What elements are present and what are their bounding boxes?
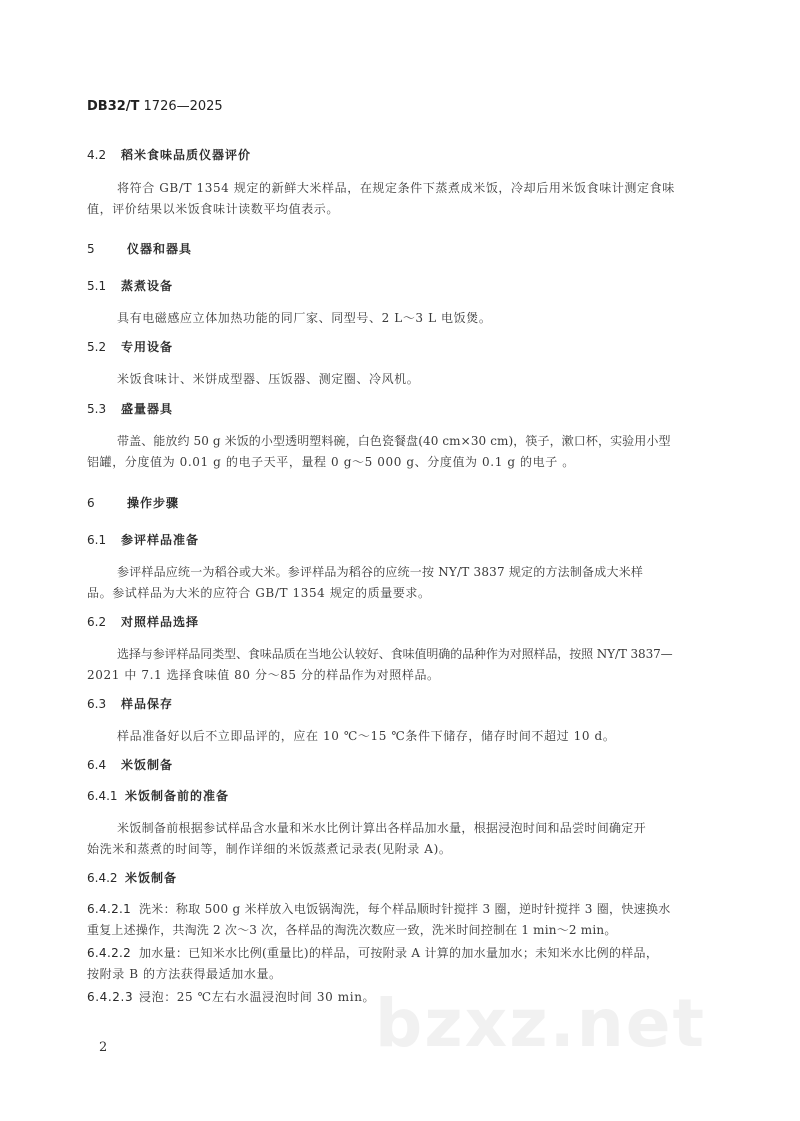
section-heading-6-1	[87, 531, 199, 548]
paragraph-line: 米饭制备前根据参试样品含水量和米水比例计算出各样品加水量，根据浸泡时间和品尝时间确定开	[117, 821, 646, 835]
paragraph-line: 将符合 GB/T 1354 规定的新鲜大米样品，在规定条件下蒸煮成米饭，冷却后用米饭食味计测定食味	[117, 181, 675, 195]
section-title: 稻米食味品质仪器评价	[121, 148, 252, 162]
paragraph-line: 按附录 B 的方法获得最适加水量。	[87, 967, 282, 981]
section-number: 5.1	[87, 279, 107, 293]
section-heading-6-3	[87, 695, 173, 712]
section-title: 操作步骤	[127, 496, 180, 510]
section-title: 样品保存	[121, 697, 174, 711]
section-title: 专用设备	[121, 340, 174, 354]
page-number: 2	[99, 1040, 108, 1055]
clause-6-4-2-1	[87, 900, 671, 917]
section-heading-6-2	[87, 613, 199, 630]
paragraph-line: 洗米：称取 500 g 米样放入电饭锅淘洗，每个样品顺时针搅拌 3 圈，逆时针搅拌 3 圈，快速换水	[139, 902, 671, 916]
section-title: 蒸煮设备	[121, 279, 174, 293]
section-heading-6-4-2	[87, 869, 177, 886]
paragraph-line: 2021 中 7.1 选择食味值 80 分～85 分的样品作为对照样品。	[87, 668, 440, 682]
paragraph-line: 值，评价结果以米饭食味计读数平均值表示。	[87, 202, 340, 216]
section-number: 6.1	[87, 533, 107, 547]
section-heading-5-2	[87, 338, 173, 355]
paragraph-line: 品。参试样品为大米的应符合 GB/T 1354 规定的质量要求。	[87, 586, 431, 600]
paragraph-line: 带盖、能放约 50 g 米饭的小型透明塑料碗，白色瓷餐盘(40 cm×30 cm)，筷子，漱口杯，实验用小型	[117, 434, 671, 448]
section-title: 米饭制备	[121, 758, 174, 772]
paragraph-line: 浸泡：25 ℃左右水温浸泡时间 30 min。	[139, 990, 376, 1004]
paragraph-line: 米饭食味计、米饼成型器、压饭器、测定圈、冷风机。	[117, 372, 420, 386]
paragraph-line: 参评样品应统一为稻谷或大米。参评样品为稻谷的应统一按 NY/T 3837 规定的方法制备成大米样	[117, 565, 644, 579]
document-id-prefix: DB32/T	[87, 99, 140, 114]
section-number: 5.2	[87, 340, 107, 354]
section-number: 6.2	[87, 615, 107, 629]
section-title: 参评样品准备	[121, 533, 200, 547]
section-title: 盛量器具	[121, 402, 174, 416]
section-number: 6.4	[87, 758, 107, 772]
section-heading-6-4	[87, 756, 173, 773]
section-heading-6-4-1	[87, 787, 229, 804]
document-id	[87, 99, 223, 114]
section-number: 5	[87, 242, 95, 256]
section-number: 6.4.2	[87, 871, 118, 885]
section-title: 仪器和器具	[127, 242, 193, 256]
watermark: bzxz.net	[375, 985, 707, 1062]
section-heading-6	[87, 494, 179, 511]
paragraph-line: 具有电磁感应立体加热功能的同厂家、同型号、2 L～3 L 电饭煲。	[117, 311, 492, 325]
section-number: 6.4.1	[87, 789, 118, 803]
paragraph-line: 重复上述操作，共淘洗 2 次～3 次，各样品的淘洗次数应一致，洗米时间控制在 1 min～2 min。	[87, 923, 617, 937]
section-number: 5.3	[87, 402, 107, 416]
paragraph-line: 始洗米和蒸煮的时间等，制作详细的米饭蒸煮记录表(见附录 A)。	[87, 842, 452, 856]
section-number: 4.2	[87, 148, 107, 162]
section-title: 对照样品选择	[121, 615, 200, 629]
clause-number: 6.4.2.1	[87, 902, 132, 916]
paragraph-line: 样品准备好以后不立即品评的，应在 10 ℃～15 ℃条件下储存，储存时间不超过 10 d。	[117, 729, 616, 743]
clause-number: 6.4.2.3	[87, 990, 134, 1004]
section-heading-5-3	[87, 400, 173, 417]
clause-number: 6.4.2.2	[87, 946, 132, 960]
section-title: 米饭制备	[125, 871, 178, 885]
section-number: 6	[87, 496, 95, 510]
clause-6-4-2-3	[87, 988, 375, 1005]
section-title: 米饭制备前的准备	[125, 789, 230, 803]
section-number: 6.3	[87, 697, 107, 711]
document-id-number: 1726—2025	[139, 99, 223, 114]
paragraph-line: 加水量：已知米水比例(重量比)的样品，可按附录 A 计算的加水量加水；未知米水比例的样品，	[139, 946, 659, 960]
section-heading-5	[87, 240, 192, 257]
clause-6-4-2-2	[87, 944, 658, 961]
paragraph-line: 铝罐，分度值为 0.01 g 的电子天平，量程 0 g～5 000 g、分度值为 0.1 g 的电子 。	[87, 455, 575, 469]
paragraph-line: 选择与参评样品同类型、食味品质在当地公认较好、食味值明确的品种作为对照样品，按照 NY/T 3837—	[117, 647, 673, 661]
section-heading-5-1	[87, 277, 173, 294]
section-heading-4-2	[87, 146, 251, 163]
